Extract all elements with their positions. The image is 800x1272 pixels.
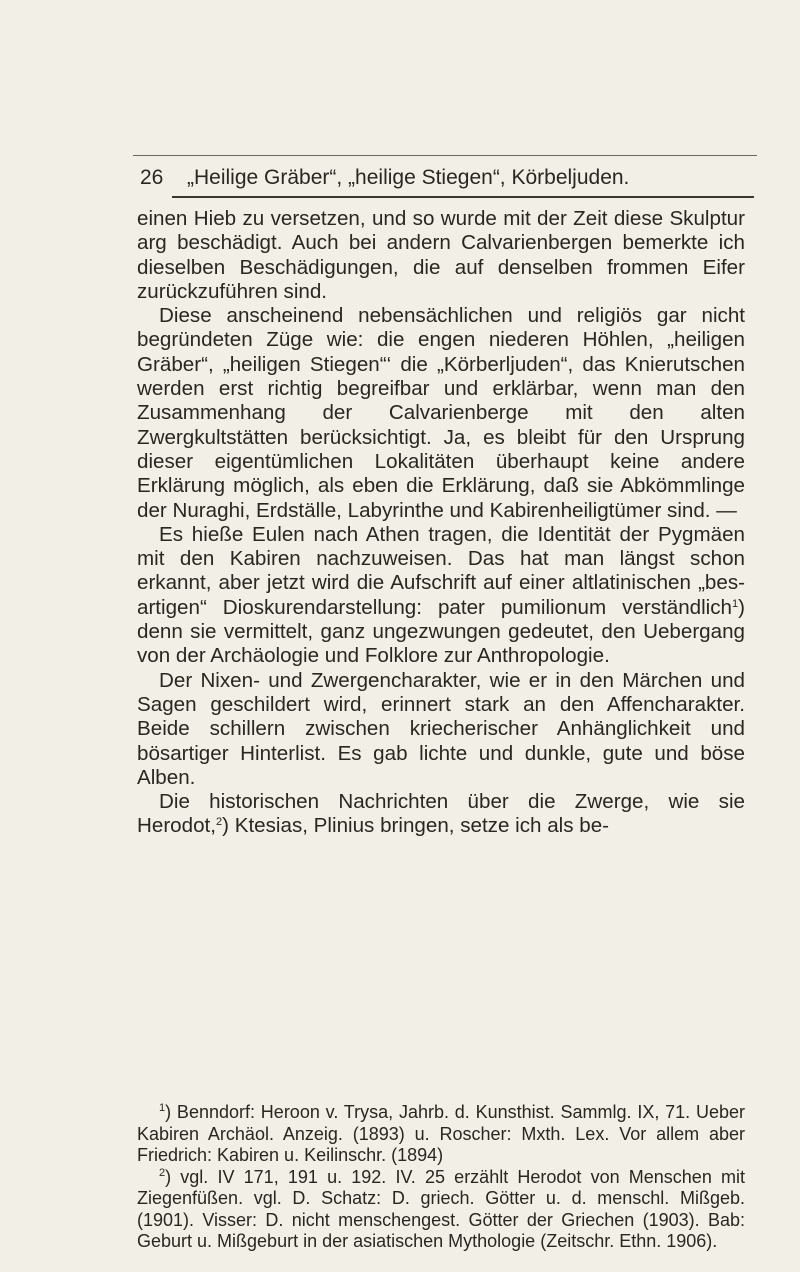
paragraph-4: Der Nixen- und Zwergencharakter, wie er in den Märchen und Sagen geschildert wird, erinnert stark an den Affencharakter. Beide schillern zwischen kriecherischer Anhänglichkeit und bösartiger Hinterlist. Es gab lichte und dunkle, gute und böse Alben. <box>137 668 745 789</box>
footnote-ref-1: 1 <box>732 597 739 610</box>
footnote-ref-2: 2 <box>216 816 223 829</box>
running-title: „Heilige Gräber“, „heilige Stiegen“, Körbeljuden. <box>187 166 630 189</box>
paragraph-5 <box>137 790 745 839</box>
header-rule <box>172 196 754 198</box>
paragraph-5-text-a: Die historischen Nachrichten über die Zwerge, wie sie Herodot, <box>137 790 745 838</box>
footnote-1 <box>137 1102 745 1167</box>
footnote-2 <box>137 1167 745 1253</box>
paragraph-5-text-b: ) Ktesias, Plinius bringen, setze ich als be- <box>222 814 610 838</box>
paragraph-1: einen Hieb zu versetzen, und so wurde mit der Zeit diese Skulptur arg beschädigt. Auch bei andern Calvarienbergen bemerkte ich dieselben Beschädigungen, die auf denselben frommen Eifer zurückzuführen sind. <box>137 207 745 303</box>
footnotes <box>137 1102 745 1253</box>
page-number: 26 <box>140 166 164 189</box>
footnote-1-mark: 1 <box>159 1102 166 1114</box>
paragraph-2: Diese anscheinend nebensächlichen und religiös gar nicht begründeten Züge wie: die engen niederen Höhlen, „heiligen Gräber“, „heiligen Stiegen“‘ die „Körberljuden“, das Knierutschen werden erst richtig begreifbar und erklärbar, wenn man den Zusammenhang der Calvarienberge mit den alten Zwergkultstätten berücksichtigt. Ja, es bleibt für den Ursprung dieser eigentümlichen Lokalitäten überhaupt keine andere Erklärung möglich, als eben die Erklärung, daß sie Abkömmlinge der Nuraghi, Erdställe, Labyrinthe und Kabirenheiligtümer sind. — <box>137 304 745 522</box>
paragraph-3 <box>137 523 745 669</box>
running-header <box>140 163 760 193</box>
paragraph-3-text-b: ) denn sie vermittelt, ganz ungezwungen gedeutet, den Uebergang von der Archäologie und Folklore zur Anthropologie. <box>137 595 745 668</box>
footnote-2-text: ) vgl. IV 171, 191 u. 192. IV. 25 erzählt Herodot von Menschen mit Ziegenfüßen. vgl. D. Schatz: D. griech. Götter u. d. menschl. Mißgeb. (1901). Visser: D. nicht menschengest. Götter der Griechen (1903). Bab: Geburt u. Mißgeburt in der asiatischen Mythologie (Zeitschr. Ethn. 1906). <box>137 1166 745 1251</box>
paragraph-3-text-a: Es hieße Eulen nach Athen tragen, die Identität der Pygmäen mit den Kabiren nachzuweisen. Das hat man längst schon erkannt, aber jetzt wird die Aufschrift auf einer altlatinischen „bes-artigen“ Dioskurendarstellung: pater pumilionum verständlich <box>137 522 745 619</box>
body-text <box>137 207 745 839</box>
footnote-1-text: ) Benndorf: Heroon v. Trysa, Jahrb. d. Kunsthist. Sammlg. IX, 71. Ueber Kabiren Archäol. Anzeig. (1893) u. Roscher: Mxth. Lex. Vor allem aber Friedrich: Kabiren u. Keilinschr. (1894) <box>137 1102 745 1165</box>
footnote-2-mark: 2 <box>159 1166 166 1179</box>
top-rule <box>133 155 757 156</box>
